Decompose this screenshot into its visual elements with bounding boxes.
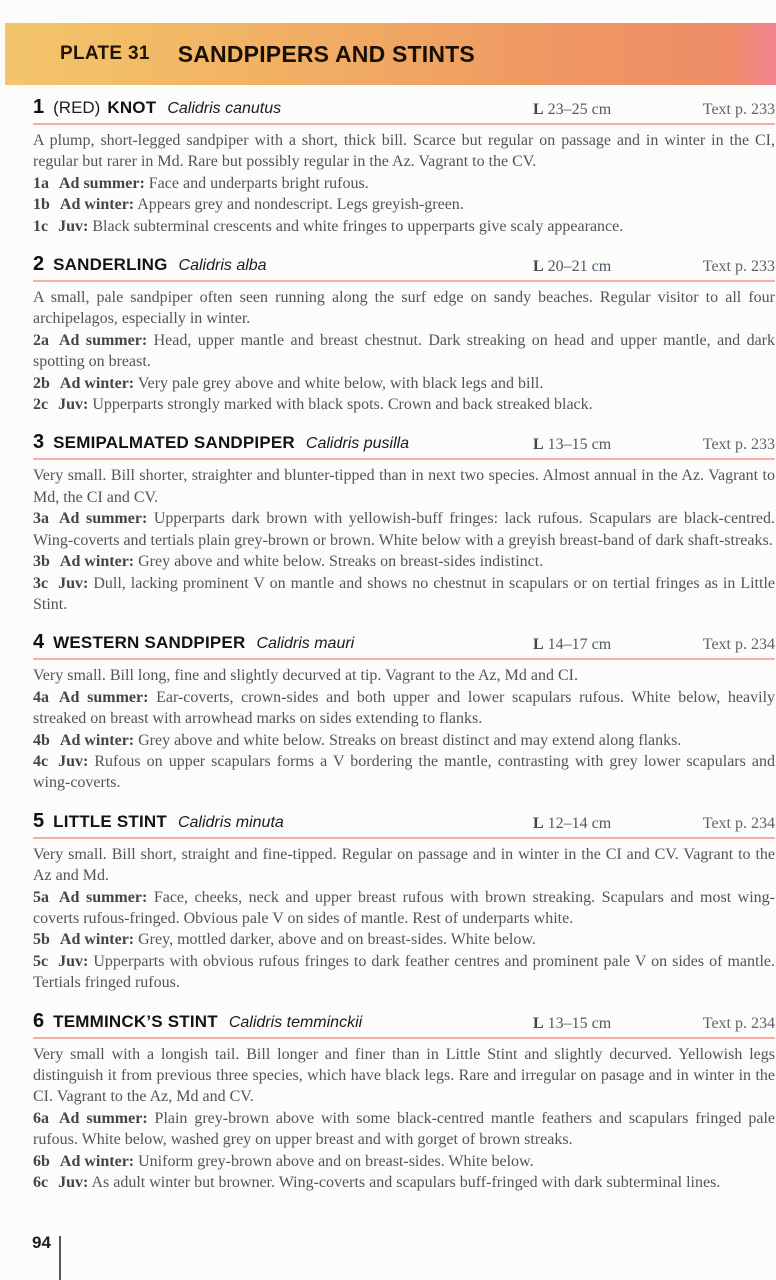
plumage-item-label: Ad summer: <box>59 331 148 349</box>
species-plumage-item: 5a Ad summer: Face, cheeks, neck and upper breast rufous with brown streaking. Scapulars and most wing-coverts rufous-fringed. Obvious pale V on sides of mantle. Rest of underparts white. <box>33 888 776 927</box>
species-plumage-item: 3c Juv: Dull, lacking prominent V on mantle and shows no chestnut in scapulars or on tertial fringes as in Little Stint. <box>33 574 775 613</box>
species-list <box>33 96 775 1209</box>
species-plumage-item: 2c Juv: Upperparts strongly marked with black spots. Crown and back streaked black. <box>33 396 593 414</box>
species-header <box>33 96 775 125</box>
plumage-item-label: Ad summer: <box>59 510 148 528</box>
plumage-item-label: Ad winter: <box>59 1152 135 1170</box>
length-value: 13–15 cm <box>547 436 612 454</box>
length-label: L <box>533 436 544 454</box>
species-intro: Very small with a longish tail. Bill longer and finer than in Little Stint and slightly decurved. Yellowish legs distinguish it from previous three species, which have black legs. Rare and irregular on pasage and in winter in the CI. Vagrant to the Az, Md and CV. <box>33 1045 775 1106</box>
species-entry <box>33 253 775 415</box>
species-number: 2 <box>33 253 45 276</box>
plumage-item-label: Ad summer: <box>59 888 148 906</box>
plumage-item-tag: 2a <box>33 331 49 349</box>
species-name: SANDERLING <box>53 255 168 275</box>
page-number: 94 <box>32 1233 51 1252</box>
species-entry <box>33 96 775 237</box>
plumage-item-tag: 5a <box>33 888 49 906</box>
species-text-page-ref: Text p. 233 <box>702 258 775 276</box>
species-name: WESTERN SANDPIPER <box>53 633 246 653</box>
species-length <box>533 636 611 654</box>
plumage-item-tag: 1b <box>33 196 50 214</box>
plumage-item-tag: 2c <box>33 396 49 414</box>
length-label: L <box>533 101 544 118</box>
plumage-item-tag: 5c <box>33 952 49 970</box>
plate-title: SANDPIPERS AND STINTS <box>177 40 475 67</box>
plumage-item-label: Ad winter: <box>59 931 135 949</box>
plumage-item-tag: 4a <box>33 688 49 706</box>
species-plumage-item: 3a Ad summer: Upperparts dark brown with yellowish-buff fringes: lack rufous. Scapulars are black-centred. Wing-coverts and tertials plain grey-brown or brown. White below with a greyish breast-band of dark shaft-streaks. <box>33 510 776 549</box>
plumage-item-label: Ad winter: <box>59 374 135 392</box>
plumage-item-label: Ad summer: <box>59 1109 148 1127</box>
species-plumage-item: 1c Juv: Black subterminal crescents and white fringes to upperparts give scaly appearance. <box>33 217 624 235</box>
plumage-item-tag: 3c <box>33 574 49 592</box>
length-value: 14–17 cm <box>547 636 612 654</box>
plumage-item-label: Juv: <box>58 574 89 592</box>
species-scientific-name: Calidris minuta <box>177 813 284 831</box>
plumage-item-tag: 4c <box>33 752 49 770</box>
species-scientific-name: Calidris canutus <box>167 100 282 117</box>
plate-label: PLATE 31 <box>60 43 150 64</box>
species-length <box>533 1015 611 1033</box>
species-length <box>533 101 611 119</box>
plumage-item-tag: 5b <box>33 931 50 949</box>
species-number: 5 <box>33 809 45 832</box>
plumage-item-label: Juv: <box>58 752 89 770</box>
plumage-item-tag: 6a <box>33 1109 49 1127</box>
species-scientific-name: Calidris alba <box>178 257 267 275</box>
species-plumage-item: 4a Ad summer: Ear-coverts, crown-sides and both upper and lower scapulars rufous. White below, heavily streaked on breast with arrowhead marks on sides extending to flanks. <box>33 688 776 728</box>
species-text-page-ref: Text p. 233 <box>702 436 775 454</box>
species-number: 1 <box>33 96 45 118</box>
species-intro: Very small. Bill long, fine and slightly decurved at tip. Vagrant to the Az, Md and CI. <box>33 667 578 685</box>
species-scientific-name: Calidris temminckii <box>228 1013 363 1031</box>
species-number: 6 <box>33 1009 45 1032</box>
plate-banner <box>5 23 776 85</box>
species-plumage-item: 5b Ad winter: Grey, mottled darker, above and on breast-sides. White below. <box>33 931 536 949</box>
plumage-item-label: Ad winter: <box>59 196 135 214</box>
species-header <box>33 1010 775 1039</box>
footer-divider-rule <box>59 1236 61 1280</box>
species-name: KNOT <box>107 98 157 117</box>
species-entry <box>33 631 775 793</box>
plumage-item-tag: 2b <box>33 374 50 392</box>
plumage-item-label: Ad summer: <box>59 174 145 192</box>
species-intro: A small, pale sandpiper often seen running along the surf edge on sandy beaches. Regular visitor to all four archipelagos, especially in winter. <box>33 289 775 328</box>
species-header <box>33 253 775 282</box>
plumage-item-tag: 3a <box>33 510 49 528</box>
length-value: 20–21 cm <box>547 258 612 276</box>
plumage-item-label: Juv: <box>58 952 89 970</box>
plumage-item-label: Ad winter: <box>59 731 135 749</box>
plumage-item-tag: 1a <box>33 174 49 192</box>
length-label: L <box>533 814 544 832</box>
species-plumage-item: 3b Ad winter: Grey above and white below. Streaks on breast-sides indistinct. <box>33 553 544 571</box>
length-value: 23–25 cm <box>547 101 612 118</box>
species-plumage-item: 4b Ad winter: Grey above and white below. Streaks on breast distinct and may extend along flanks. <box>33 731 682 749</box>
plumage-item-label: Ad summer: <box>59 688 149 706</box>
species-text-page-ref: Text p. 234 <box>702 1014 775 1032</box>
species-length <box>533 815 611 833</box>
species-header <box>33 810 775 839</box>
species-plumage-item: 2a Ad summer: Head, upper mantle and breast chestnut. Dark streaking on head and upper mantle, and dark spotting on breast. <box>33 331 775 371</box>
plumage-item-label: Juv: <box>58 1174 89 1192</box>
species-number: 3 <box>33 431 45 454</box>
species-plumage-item: 2b Ad winter: Very pale grey above and white below, with black legs and bill. <box>33 374 544 392</box>
species-name: SEMIPALMATED SANDPIPER <box>53 433 295 453</box>
species-header <box>33 631 775 660</box>
species-plumage-item: 5c Juv: Upperparts with obvious rufous fringes to dark feather centres and prominent pale V on sides of mantle. Tertials fringed rufous. <box>33 952 775 992</box>
species-length <box>533 436 611 454</box>
species-plumage-item: 1a Ad summer: Face and underparts bright rufous. <box>33 174 369 192</box>
length-label: L <box>533 1014 544 1032</box>
plumage-item-label: Juv: <box>58 396 89 414</box>
species-scientific-name: Calidris mauri <box>256 635 355 653</box>
plumage-item-tag: 4b <box>33 731 50 749</box>
species-length <box>533 258 611 276</box>
species-intro: A plump, short-legged sandpiper with a short, thick bill. Scarce but regular on passage and in winter in the CI, regular but rarer in Md. Rare but possibly regular in the Az. Vagrant to the CV. <box>33 132 775 171</box>
species-intro: Very small. Bill short, straight and fine-tipped. Regular on passage and in winter in the CI and CV. Vagrant to the Az and Md. <box>33 845 775 885</box>
species-entry <box>33 1010 775 1194</box>
plumage-item-tag: 6b <box>33 1152 50 1170</box>
length-label: L <box>533 258 544 276</box>
species-plumage-item: 6b Ad winter: Uniform grey-brown above and on breast-sides. White below. <box>33 1152 534 1170</box>
species-plumage-item: 6a Ad summer: Plain grey-brown above with some black-centred mantle feathers and scapulars fringed pale rufous. White below, washed grey on upper breast and with gorget of brown streaks. <box>33 1109 775 1149</box>
length-value: 12–14 cm <box>547 814 612 832</box>
plumage-item-tag: 1c <box>33 217 49 235</box>
species-intro: Very small. Bill shorter, straighter and blunter-tipped than in next two species. Almost annual in the Az. Vagrant to Md, the CI and CV. <box>33 467 775 506</box>
species-plumage-item: 6c Juv: As adult winter but browner. Wing-coverts and scapulars buff-fringed with dark subterminal lines. <box>33 1174 721 1192</box>
species-plumage-item: 4c Juv: Rufous on upper scapulars forms a V bordering the mantle, contrasting with grey lower scapulars and wing-coverts. <box>33 752 775 792</box>
plumage-item-tag: 6c <box>33 1174 49 1192</box>
species-entry <box>33 810 775 994</box>
species-header <box>33 431 775 460</box>
length-label: L <box>533 636 544 654</box>
species-plumage-item: 1b Ad winter: Appears grey and nondescript. Legs greyish-green. <box>33 196 464 214</box>
plumage-item-label: Ad winter: <box>59 553 135 571</box>
species-name: TEMMINCK’S STINT <box>53 1011 218 1031</box>
species-text-page-ref: Text p. 234 <box>702 636 775 654</box>
species-entry <box>33 431 775 615</box>
plumage-item-tag: 3b <box>33 553 50 571</box>
species-text-page-ref: Text p. 233 <box>702 101 775 118</box>
plumage-item-label: Juv: <box>58 217 89 235</box>
species-name: LITTLE STINT <box>53 811 167 831</box>
species-text-page-ref: Text p. 234 <box>702 814 775 832</box>
species-number: 4 <box>33 631 45 654</box>
species-scientific-name: Calidris pusilla <box>305 435 410 453</box>
length-value: 13–15 cm <box>547 1014 612 1032</box>
species-name-prefix: (RED) <box>53 98 101 117</box>
